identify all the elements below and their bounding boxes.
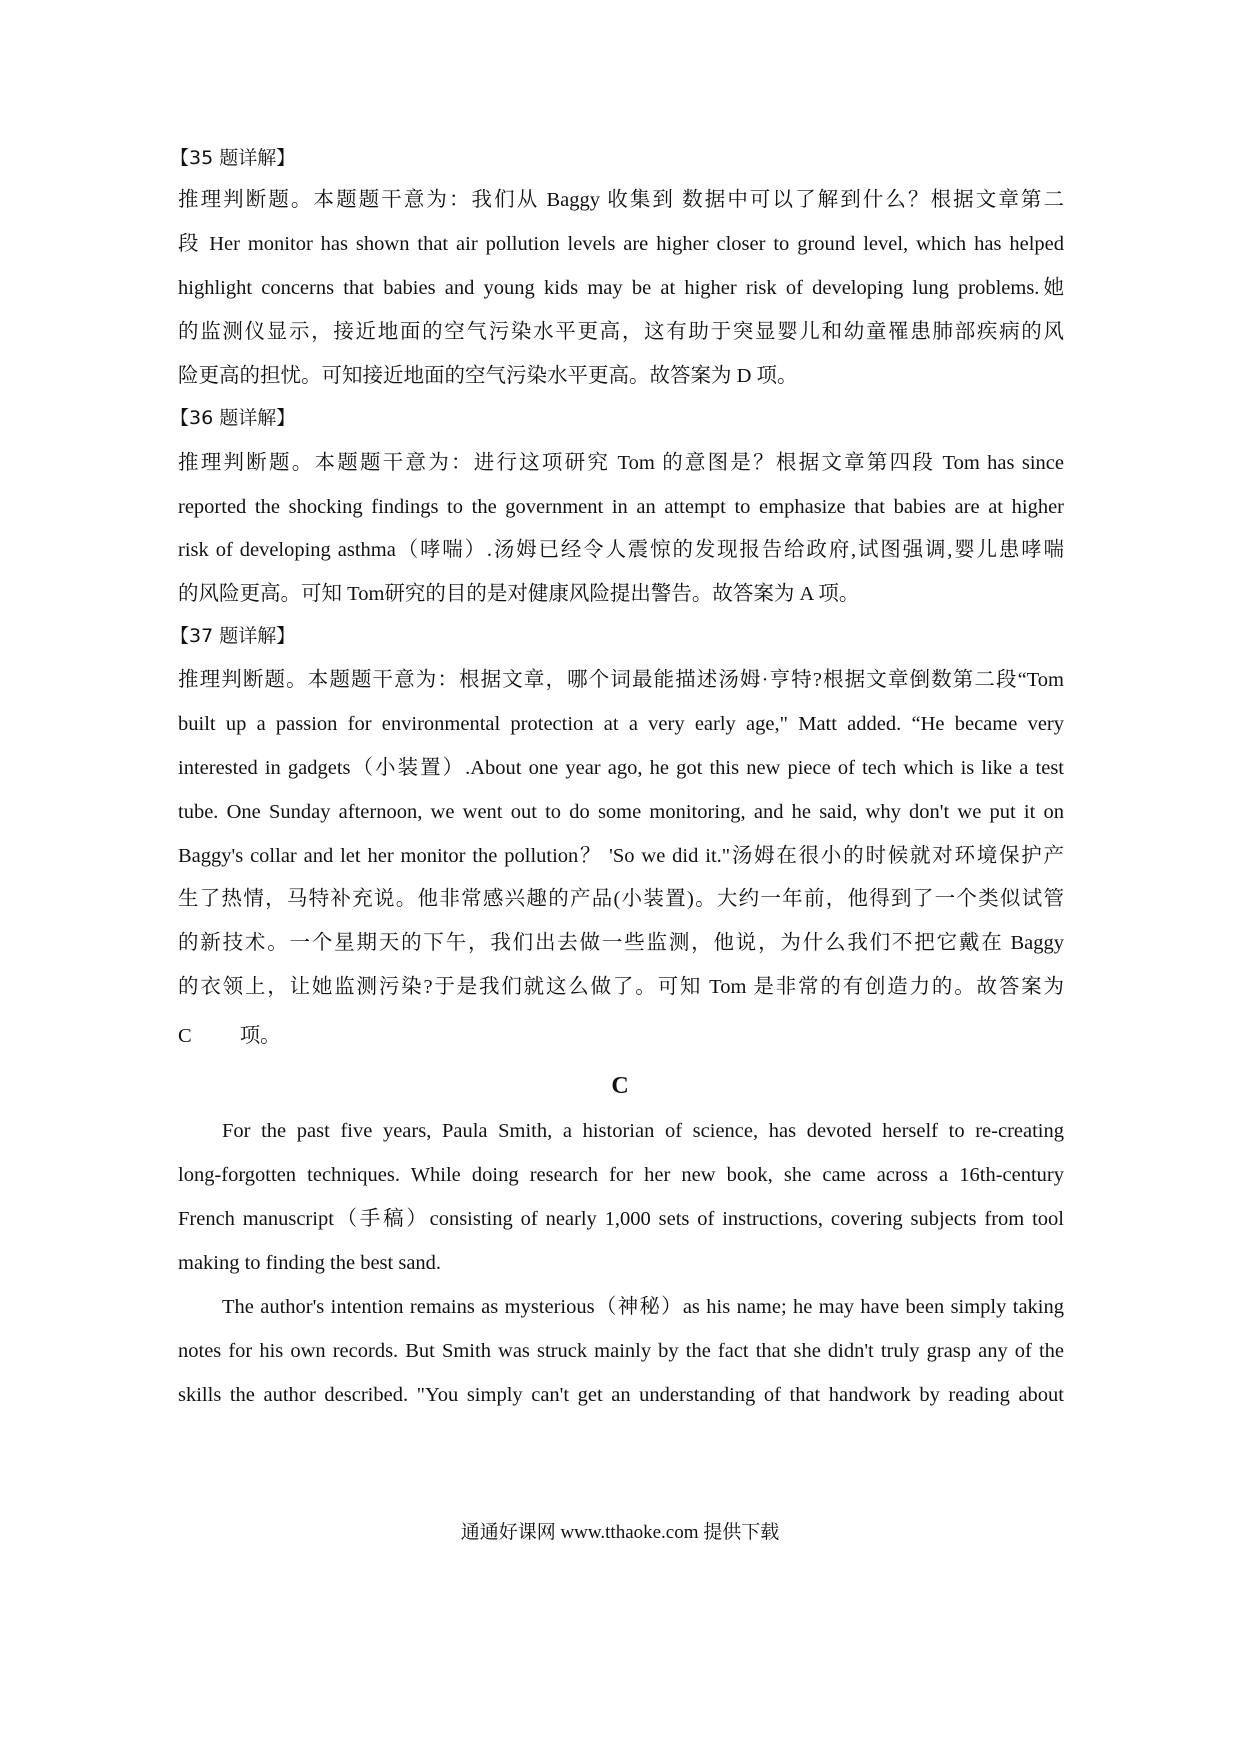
answer-suffix: 项。 bbox=[239, 1025, 281, 1047]
text-line: 的风险更高。可知 Tom研究的目的是对健康风险提出警告。故答案为 A 项。 bbox=[178, 583, 860, 605]
passage-title: C bbox=[611, 1073, 629, 1099]
text-line: 推理判断题。本题题干意为：根据文章，哪个词最能描述汤姆·亨特?根据文章倒数第二段“Tom bbox=[178, 669, 1064, 691]
text-line: reported the shocking findings to the government in an attempt to emphasize that babies are at higher bbox=[178, 496, 1064, 518]
heading-37: 【37 题详解】 bbox=[170, 625, 296, 647]
passage-line: For the past five years, Paula Smith, a historian of science, has devoted herself to re-creating bbox=[222, 1120, 1064, 1142]
text-line: 段 Her monitor has shown that air pollution levels are higher closer to ground level, which has helped bbox=[178, 233, 1064, 255]
passage-line: skills the author described. "You simply can't get an understanding of that handwork by reading about bbox=[178, 1384, 1064, 1406]
text-line: 的监测仪显示，接近地面的空气污染水平更高，这有助于突显婴儿和幼童罹患肺部疾病的风 bbox=[178, 321, 1064, 343]
passage-line: making to finding the best sand. bbox=[178, 1252, 442, 1274]
text-line: highlight concerns that babies and young kids may be at higher risk of developing lung problems.她 bbox=[178, 277, 1064, 299]
text-line: 推理判断题。本题题干意为：进行这项研究 Tom 的意图是？根据文章第四段 Tom has since bbox=[178, 452, 1064, 474]
text-line: 生了热情，马特补充说。他非常感兴趣的产品(小装置)。大约一年前，他得到了一个类似试管 bbox=[178, 888, 1064, 910]
passage-line: The author's intention remains as mysterious（神秘）as his name; he may have been simply taking bbox=[222, 1296, 1064, 1318]
page-footer: 通通好课网 www.tthaoke.com 提供下载 bbox=[460, 1522, 780, 1543]
text-line: Baggy's collar and let her monitor the pollution？ 'So we did it."汤姆在很小的时候就对环境保护产 bbox=[178, 845, 1064, 867]
text-line: tube. One Sunday afternoon, we went out to do some monitoring, and he said, why don't we put it on bbox=[178, 801, 1064, 823]
heading-35: 【35 题详解】 bbox=[170, 147, 296, 169]
answer-line bbox=[178, 1022, 281, 1050]
text-line: 险更高的担忧。可知接近地面的空气污染水平更高。故答案为 D 项。 bbox=[178, 365, 798, 387]
text-line: 的衣领上，让她监测污染?于是我们就这么做了。可知 Tom 是非常的有创造力的。故答案为 bbox=[178, 976, 1064, 998]
heading-36: 【36 题详解】 bbox=[170, 407, 296, 429]
text-line: interested in gadgets（小装置）.About one year ago, he got this new piece of tech which is like a test bbox=[178, 757, 1064, 779]
text-line: built up a passion for environmental protection at a very early age," Matt added. “He became very bbox=[178, 713, 1064, 735]
text-line: risk of developing asthma（哮喘）.汤姆已经令人震惊的发现报告给政府,试图强调,婴儿患哮喘 bbox=[178, 539, 1064, 561]
text-line: 推理判断题。本题题干意为：我们从 Baggy 收集到 数据中可以了解到什么？根据文章第二 bbox=[178, 189, 1064, 211]
answer-letter: C bbox=[178, 1025, 192, 1047]
passage-line: long-forgotten techniques. While doing research for her new book, she came across a 16th-century bbox=[178, 1164, 1064, 1186]
passage-line: French manuscript（手稿）consisting of nearly 1,000 sets of instructions, covering subjects from tool bbox=[178, 1208, 1064, 1230]
text-line: 的新技术。一个星期天的下午，我们出去做一些监测，他说，为什么我们不把它戴在 Baggy bbox=[178, 932, 1064, 954]
passage-line: notes for his own records. But Smith was struck mainly by the fact that she didn't truly grasp any of the bbox=[178, 1340, 1064, 1362]
